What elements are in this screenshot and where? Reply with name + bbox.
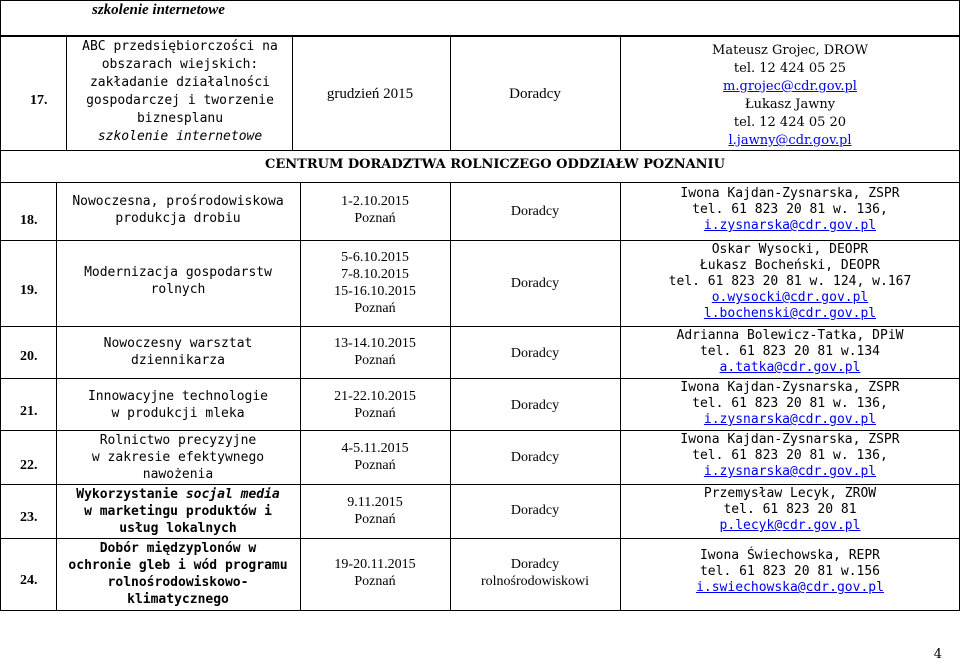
training-date: 21-22.10.2015 Poznań (334, 389, 416, 421)
audience: Doradcy (509, 86, 561, 102)
training-topic: Nowoczesna, prośrodowiskowa produkcja drobiu (72, 194, 284, 226)
training-date: 9.11.2015 Poznań (347, 495, 403, 527)
email-link[interactable]: i.zysnarska@cdr.gov.pl (703, 464, 877, 479)
training-topic: Nowoczesny warsztat dziennikarza (103, 336, 253, 368)
training-topic: ABC przedsiębiorczości na obszarach wiejskich: zakładanie działalności gospodarczej i tworzenie biznesplanu szkolenie internetowe (82, 39, 278, 144)
email-link[interactable]: p.lecyk@cdr.gov.pl (719, 518, 861, 533)
row-number: 18. (20, 213, 38, 228)
contact-block: Adrianna Bolewicz-Tatka, DPiW tel. 61 823 20 81 w.134 a.tatka@cdr.gov.pl (622, 328, 958, 376)
contact-block: Iwona Kajdan-Zysnarska, ZSPR tel. 61 823 20 81 w. 136, i.zysnarska@cdr.gov.pl (622, 432, 958, 480)
contact-block: Oskar Wysocki, DEOPR Łukasz Bocheński, DEOPR tel. 61 823 20 81 w. 124, w.167 o.wysocki@cdr.gov.pl l.bochenski@cdr.gov.pl (622, 242, 958, 322)
divider (0, 484, 960, 485)
audience: Doradcy (510, 503, 560, 518)
email-link[interactable]: l.jawny@cdr.gov.pl (728, 133, 852, 148)
page-number: 4 (933, 647, 942, 662)
row-number: 23. (20, 510, 38, 525)
divider (0, 378, 960, 379)
row-number: 19. (20, 283, 38, 298)
email-link[interactable]: m.grojec@cdr.gov.pl (723, 79, 857, 94)
divider (0, 326, 960, 327)
email-link[interactable]: i.zysnarska@cdr.gov.pl (703, 412, 877, 427)
contact-block: Iwona Kajdan-Zysnarska, ZSPR tel. 61 823 20 81 w. 136, i.zysnarska@cdr.gov.pl (622, 380, 958, 428)
divider (0, 240, 960, 241)
email-link[interactable]: i.zysnarska@cdr.gov.pl (703, 218, 877, 233)
row-number: 24. (20, 573, 38, 588)
training-topic: Modernizacja gospodarstw rolnych (84, 265, 272, 297)
training-date: 4-5.11.2015 Poznań (341, 441, 409, 473)
divider (0, 430, 960, 431)
divider (620, 36, 621, 150)
audience: Doradcy (510, 450, 560, 465)
divider (450, 182, 451, 610)
training-date: 13-14.10.2015 Poznań (334, 336, 416, 368)
audience: Doradcy (510, 204, 560, 219)
training-topic: Rolnictwo precyzyjne w zakresie efektywnego nawożenia (91, 433, 265, 482)
audience: Doradcy (510, 398, 560, 413)
training-date: 5-6.10.2015 7-8.10.2015 15-16.10.2015 Poznań (334, 250, 416, 316)
divider (56, 182, 57, 610)
contact-block: Iwona Kajdan-Zysnarska, ZSPR tel. 61 823 20 81 w. 136, i.zysnarska@cdr.gov.pl (622, 186, 958, 234)
row-number: 17. (30, 93, 48, 108)
divider (66, 36, 67, 150)
audience: Doradcy rolnośrodowiskowi (480, 557, 590, 589)
training-topic: Dobór międzyplonów w ochronie gleb i wód programu rolnośrodowiskowo- klimatycznego (68, 541, 288, 607)
training-date: 19-20.11.2015 Poznań (334, 557, 416, 589)
audience: Doradcy (510, 346, 560, 361)
section-banner: CENTRUM DORADZTWA ROLNICZEGO ODDZIAŁW POZNANIU (265, 157, 725, 172)
divider (620, 182, 621, 610)
divider (0, 538, 960, 539)
email-link[interactable]: l.bochenski@cdr.gov.pl (703, 306, 877, 321)
divider (292, 36, 293, 150)
email-link[interactable]: i.swiechowska@cdr.gov.pl (696, 580, 884, 595)
top-caption: szkolenie internetowe (92, 2, 225, 18)
training-date: grudzień 2015 (326, 86, 414, 102)
email-link[interactable]: a.tatka@cdr.gov.pl (719, 360, 861, 375)
divider (300, 182, 301, 610)
row-number: 22. (20, 458, 38, 473)
contact-block: Mateusz Grojec, DROW tel. 12 424 05 25 m.grojec@cdr.gov.pl Łukasz Jawny tel. 12 424 05 20 l.jawny@cdr.gov.pl (622, 42, 958, 150)
row-number: 21. (20, 404, 38, 419)
audience: Doradcy (510, 276, 560, 291)
row-number: 20. (20, 349, 38, 364)
divider (0, 36, 960, 37)
training-date: 1-2.10.2015 Poznań (341, 194, 409, 226)
training-topic: Innowacyjne technologie w produkcji mleka (87, 389, 268, 421)
divider (450, 36, 451, 150)
email-link[interactable]: o.wysocki@cdr.gov.pl (711, 290, 869, 305)
divider (0, 182, 960, 183)
divider (0, 0, 1, 610)
contact-block: Iwona Świechowska, REPR tel. 61 823 20 81 w.156 i.swiechowska@cdr.gov.pl (622, 548, 958, 596)
contact-block: Przemysław Lecyk, ZROW tel. 61 823 20 81 p.lecyk@cdr.gov.pl (622, 486, 958, 534)
divider (0, 150, 960, 151)
training-topic: Wykorzystanie socjal media w marketingu produktów i usług lokalnych (76, 487, 280, 536)
divider (0, 610, 960, 611)
